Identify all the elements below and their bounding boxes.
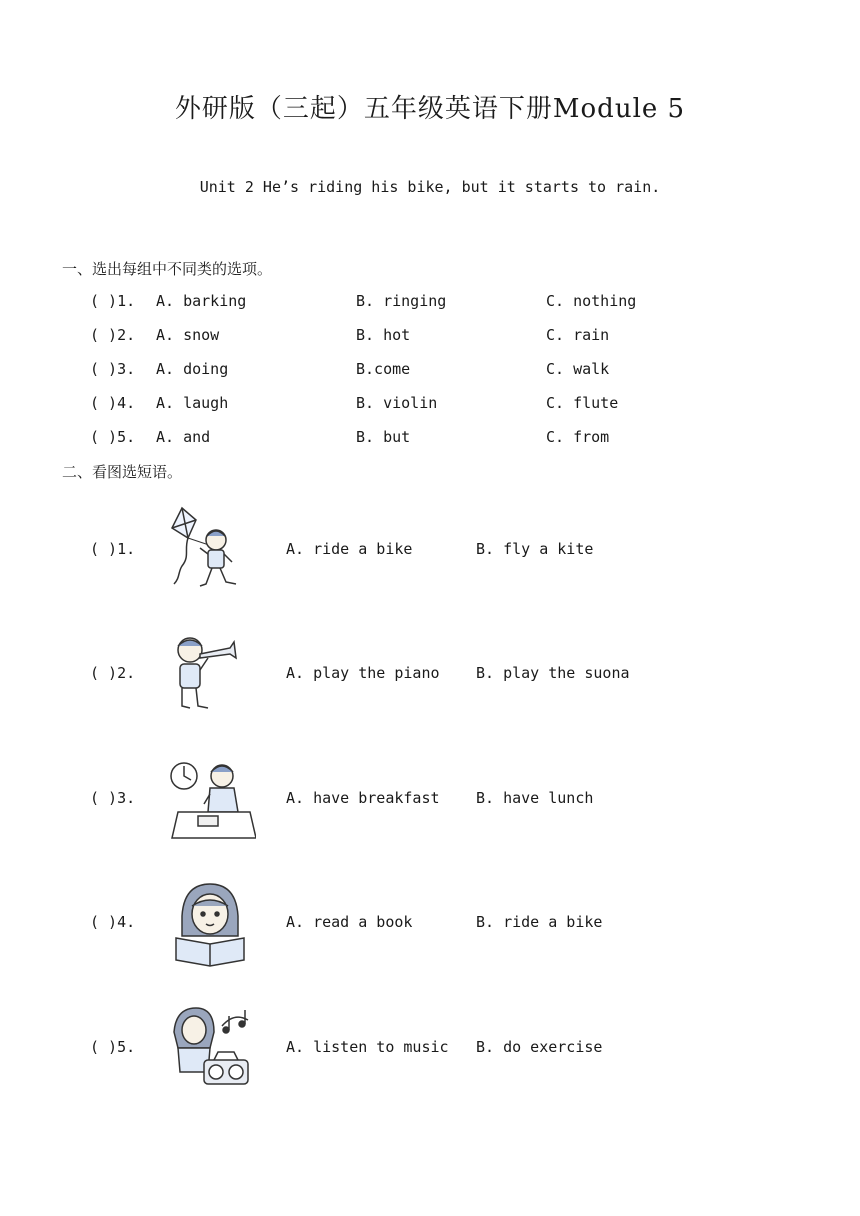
- question-number[interactable]: ( )3.: [90, 789, 136, 807]
- option-b: B. ride a bike: [476, 913, 603, 931]
- option-a: A. read a book: [286, 913, 413, 931]
- option-a: A. play the piano: [286, 664, 440, 682]
- option-a: A. have breakfast: [286, 789, 440, 807]
- question-number[interactable]: ( )4.: [90, 913, 136, 931]
- option-b: B. play the suona: [476, 664, 630, 682]
- option-a: A. doing: [156, 360, 229, 378]
- question-number[interactable]: ( )5.: [90, 1038, 136, 1056]
- option-c: C. from: [546, 428, 610, 446]
- option-b: B. but: [356, 428, 411, 446]
- option-b: B. violin: [356, 394, 438, 412]
- option-b: B. ringing: [356, 292, 447, 310]
- question-number[interactable]: ( )1.: [90, 540, 136, 558]
- option-b: B.come: [356, 360, 411, 378]
- option-c: C. rain: [546, 326, 610, 344]
- question-number[interactable]: ( )4.: [90, 394, 136, 412]
- option-c: C. flute: [546, 394, 619, 412]
- option-a: A. ride a bike: [286, 540, 413, 558]
- boy-playing-suona-icon: [160, 628, 252, 720]
- boy-having-lunch-icon: [164, 754, 256, 846]
- option-a: A. barking: [156, 292, 247, 310]
- option-b: B. do exercise: [476, 1038, 603, 1056]
- question-number[interactable]: ( )5.: [90, 428, 136, 446]
- boy-flying-kite-icon: [160, 502, 252, 594]
- option-a: A. laugh: [156, 394, 229, 412]
- girl-listening-music-icon: [164, 1002, 256, 1094]
- girl-reading-book-icon: [164, 880, 256, 972]
- page-title: 外研版（三起）五年级英语下册Module 5: [174, 94, 686, 124]
- question-number[interactable]: ( )3.: [90, 360, 136, 378]
- option-a: A. listen to music: [286, 1038, 449, 1056]
- section1-heading: 一、选出每组中不同类的选项。: [62, 260, 273, 278]
- section2-heading: 二、看图选短语。: [62, 463, 183, 481]
- question-number[interactable]: ( )2.: [90, 664, 136, 682]
- unit-subtitle: Unit 2 He’s riding his bike, but it starts to rain.: [199, 178, 661, 196]
- option-c: C. walk: [546, 360, 610, 378]
- option-b: B. hot: [356, 326, 411, 344]
- option-a: A. and: [156, 428, 211, 446]
- option-a: A. snow: [156, 326, 220, 344]
- option-b: B. have lunch: [476, 789, 594, 807]
- option-b: B. fly a kite: [476, 540, 594, 558]
- option-c: C. nothing: [546, 292, 637, 310]
- question-number[interactable]: ( )1.: [90, 292, 136, 310]
- question-number[interactable]: ( )2.: [90, 326, 136, 344]
